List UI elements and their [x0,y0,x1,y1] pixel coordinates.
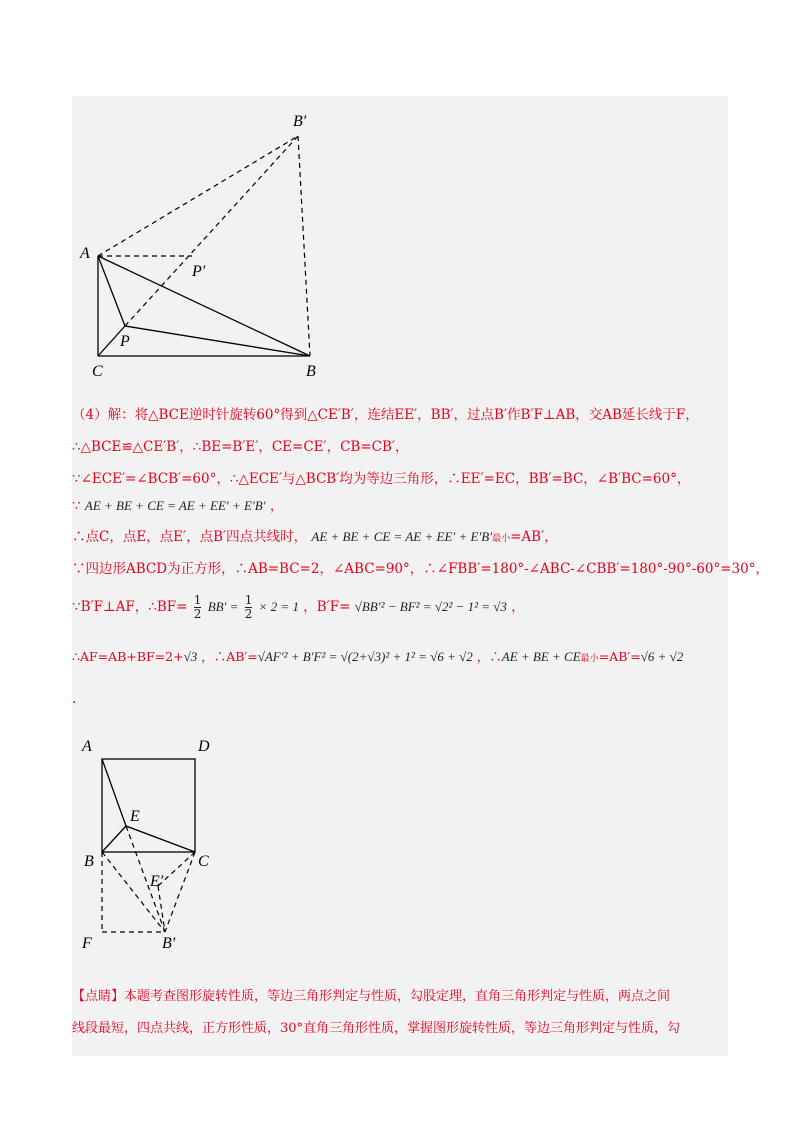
label-c: C [92,363,103,380]
line-pb [125,326,310,356]
label-a: A [80,245,90,262]
line5-subscript: 最小 [492,534,511,544]
line4-prefix: ∵ [72,498,81,514]
solution-line-6 [72,558,769,580]
solution-line-1 [72,404,722,426]
dashed-bb-prime [298,136,310,356]
solution-text-9: . [72,691,77,707]
figure-2-svg [72,726,232,966]
dashed-bb-prime [102,852,165,932]
comment-text-2: 线段最短，四点共线，正方形性质，30°直角三角形性质，掌握图形旋转性质，等边三角形判定与性质，勾 [72,1021,681,1036]
solution-line-9 [72,688,722,710]
fraction-numerator-2: 1 [244,593,253,607]
line8-b-expression: √AF′² + B′F² = √(2+√3)² + 1² = √6 + √2 [257,649,473,664]
geometry-figure-1 [72,96,352,386]
label-b: B [306,363,316,380]
label-b: B [84,853,94,870]
solution-text-3: ∵∠ECE′=∠BCB′=60°，∴△ECE′与△BCB′均为等边三角形，∴EE′=EC，BB′=BC，∠B′BC=60°， [72,471,691,487]
line-eb [102,826,126,852]
label-p: P [120,333,130,350]
line7-mid2: × 2 = 1 [258,599,299,614]
label-c: C [198,853,209,870]
line-ec [126,826,195,852]
line7-mid: BB′ = [207,599,239,614]
fraction-one-half [194,594,202,621]
line8-c: ，∴ [476,649,502,664]
dashed-ab-prime [98,136,298,256]
label-b-prime: B′ [293,113,307,130]
solution-line-3 [72,468,722,490]
solution-text-6: ∵四边形ABCD为正方形，∴AB=BC=2，∠ABC=90°，∴∠FBB′=180°-∠ABC-∠CBB′=180°-90°-60°=30°， [72,561,769,577]
fraction-denominator-2: 2 [244,607,253,621]
label-e: E [130,808,140,825]
line8-c-subscript: 最小 [580,654,599,664]
solution-line-2 [72,436,722,458]
line4-suffix: ， [269,498,284,514]
line-ae [102,759,126,826]
line4-expression: AE + BE + CE = AE + EE′ + E′B′ [84,498,266,513]
comment-line-1 [72,986,722,1008]
line5-expression: AE + BE + CE = AE + EE′ + E′B′ [311,529,493,544]
line5-suffix: =AB′， [510,529,558,545]
solution-line-8 [72,646,722,670]
line7-bf-label: ，B′F= [303,599,351,615]
solution-line-5 [72,526,722,550]
line8-b: ，∴AB′= [201,649,258,664]
fraction-numerator: 1 [193,593,202,607]
comment-line-2 [72,1018,722,1040]
square-abcd [102,759,195,852]
dashed-cb-prime [165,852,195,932]
solution-line-4 [72,495,722,517]
line8-c-expression: AE + BE + CE [501,649,581,664]
line7-suffix: ， [511,599,525,615]
line8-c-eq: =AB′= [598,649,641,664]
geometry-figure-2 [72,726,232,966]
line8-c-value: √6 + √2 [640,649,684,664]
label-d: D [198,738,210,755]
solution-text-1: （4）解：将△BCE逆时针旋转60°得到△CE′B′，连结EE′，BB′，过点B′作B′F⊥AB，交AB延长线于F， [72,407,699,423]
line5-prefix: ∴点C，点E，点E′，点B′四点共线时， [72,529,308,545]
comment-tag: 【点睛】 [72,989,125,1004]
label-e-prime: E′ [150,873,164,890]
line8-a-expression: √3 [183,649,198,664]
line7-bf-expression: √BB′² − BF² = √2² − 1² = √3 [354,599,507,614]
solution-line-7 [72,594,722,621]
line7-prefix: ∵B′F⊥AF，∴BF= [72,599,188,615]
content-area [72,96,769,1056]
label-p-prime: P′ [192,263,206,280]
fraction-denominator: 2 [193,607,202,621]
dashed-pb-prime [125,136,298,326]
label-a: A [82,738,92,755]
solution-text-2: ∴△BCE≌△CE′B′，∴BE=B′E′，CE=CE′，CB=CB′， [72,439,409,455]
dashed-ce-prime [158,852,195,886]
label-b-prime: B′ [162,935,176,952]
fraction-one-half-2 [245,594,253,621]
figure-1-svg [72,96,352,386]
comment-text-1: 本题考查图形旋转性质，等边三角形判定与性质，勾股定理，直角三角形判定与性质，两点之间 [124,989,671,1004]
line8-a: ∴AF=AB+BF=2+ [72,649,184,664]
label-f: F [82,935,92,952]
